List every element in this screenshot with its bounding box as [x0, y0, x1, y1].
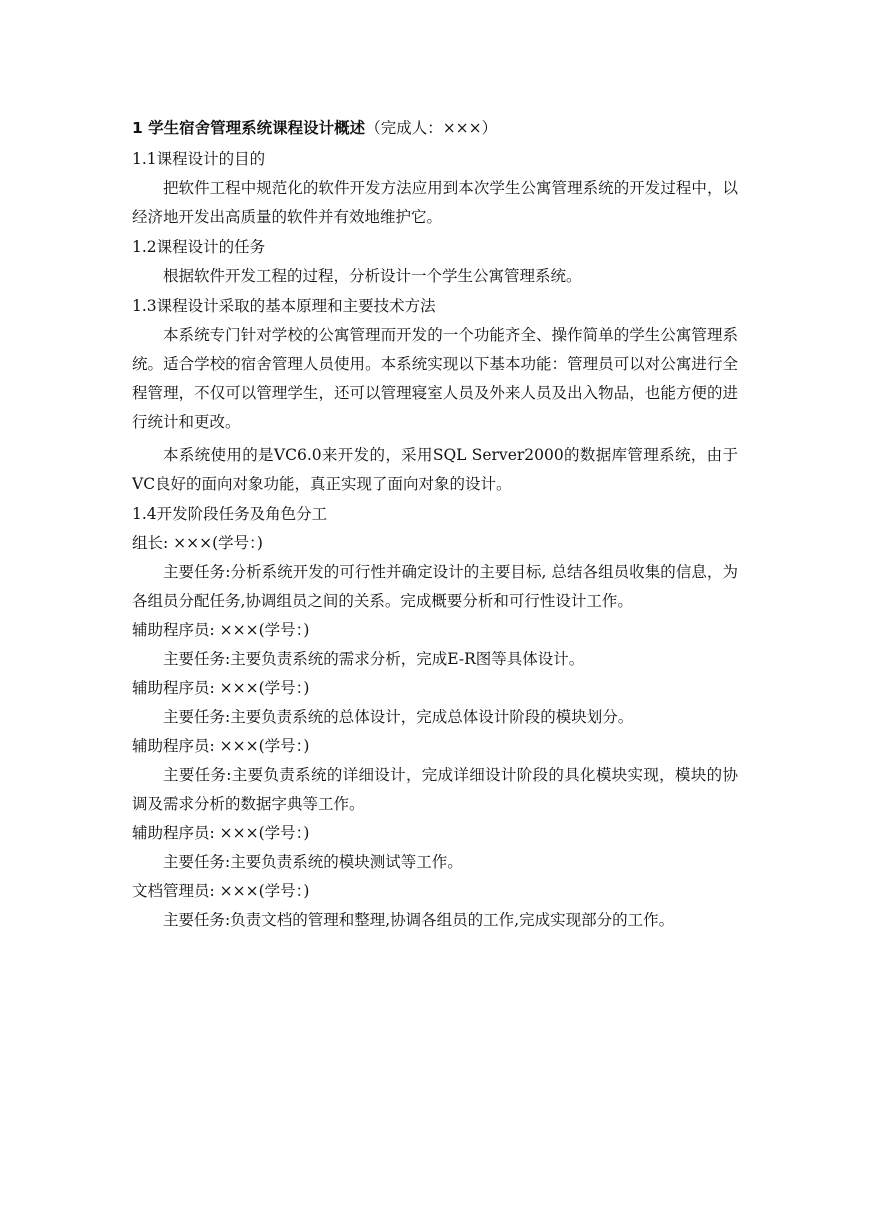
document-content: [132, 114, 738, 935]
role-label-leader: 组长: ×××(学号：): [132, 534, 263, 552]
role-label-assistant-2: 辅助程序员: ×××(学号：): [132, 679, 310, 697]
section-1-2-title: 1.2课程设计的任务: [132, 238, 266, 256]
role-label-document-manager: 文档管理员: ×××(学号：): [132, 882, 310, 900]
chapter-heading-title: 1 学生宿舍管理系统课程设计概述: [132, 119, 366, 137]
chapter-heading: [132, 114, 738, 143]
section-1-3-paragraph-1: 本系统专门针对学校的公寓管理而开发的一个功能齐全、操作简单的学生公寓管理系统。适合学校的宿舍管理人员使用。本系统实现以下基本功能：管理员可以对公寓进行全程管理，不仅可以管理学生，还可以管理寝室人员及外来人员及出入物品，也能方便的进行统计和更改。: [132, 326, 738, 431]
section-1-2-paragraph: 根据软件开发工程的过程，分析设计一个学生公寓管理系统。: [163, 267, 582, 285]
role-task-assistant-4: 主要任务:主要负责系统的模块测试等工作。: [163, 853, 463, 871]
role-task-assistant-1: 主要任务:主要负责系统的需求分析，完成E-R图等具体设计。: [163, 650, 585, 668]
section-1-3-title: 1.3课程设计采取的基本原理和主要技术方法: [132, 297, 436, 315]
role-task-document-manager: 主要任务:负责文档的管理和整理,协调各组员的工作,完成实现部分的工作。: [163, 911, 675, 929]
section-1-3-paragraph-2: 本系统使用的是VC6.0来开发的，采用SQL Server2000的数据库管理系统，由于VC良好的面向对象功能，真正实现了面向对象的设计。: [132, 446, 738, 493]
role-task-leader: 主要任务:分析系统开发的可行性并确定设计的主要目标, 总结各组员收集的信息，为各组员分配任务,协调组员之间的关系。完成概要分析和可行性设计工作。: [132, 563, 738, 610]
chapter-heading-note: （完成人：×××）: [365, 119, 498, 137]
role-label-assistant-1: 辅助程序员: ×××(学号：): [132, 621, 310, 639]
section-1-1-paragraph: 把软件工程中规范化的软件开发方法应用到本次学生公寓管理系统的开发过程中，以经济地开发出高质量的软件并有效地维护它。: [132, 179, 738, 226]
section-1-1-title: 1.1课程设计的目的: [132, 150, 266, 168]
role-task-assistant-2: 主要任务:主要负责系统的总体设计，完成总体设计阶段的模块划分。: [163, 708, 634, 726]
role-label-assistant-4: 辅助程序员: ×××(学号：): [132, 824, 310, 842]
role-task-assistant-3: 主要任务:主要负责系统的详细设计，完成详细设计阶段的具化模块实现，模块的协调及需求分析的数据字典等工作。: [132, 766, 738, 813]
section-1-4-title: 1.4开发阶段任务及角色分工: [132, 505, 328, 523]
role-label-assistant-3: 辅助程序员: ×××(学号：): [132, 737, 310, 755]
